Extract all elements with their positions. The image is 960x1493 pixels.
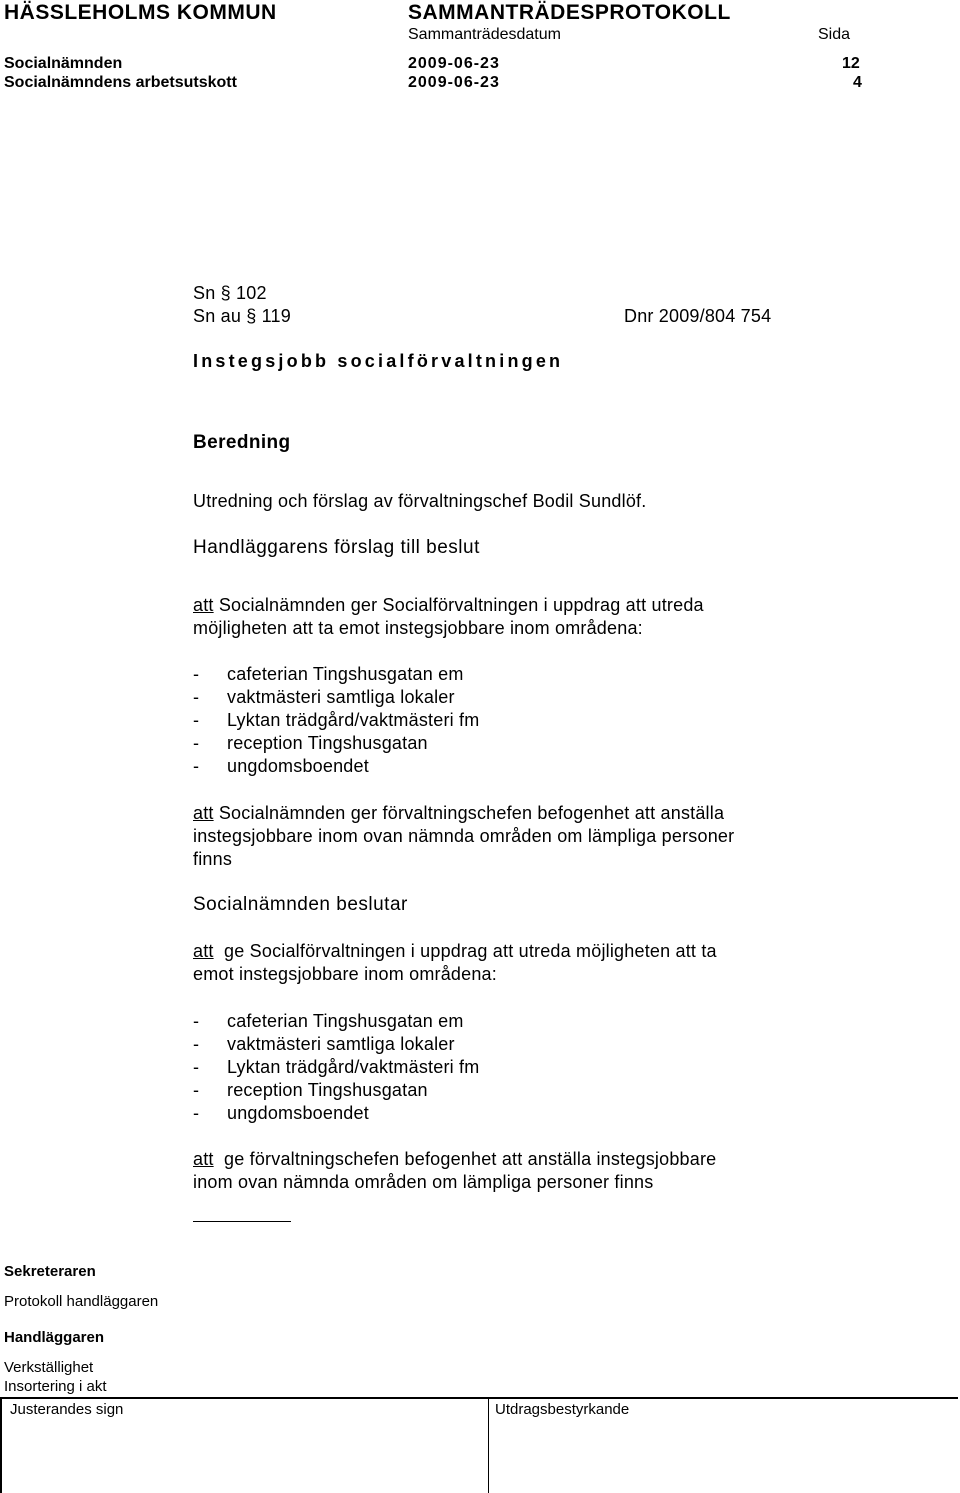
list-item: - reception Tingshusgatan xyxy=(193,1080,428,1100)
signature-box-left xyxy=(0,1397,2,1493)
body-name-1: Socialnämnden xyxy=(4,55,123,72)
list-item: - Lyktan trädgård/vaktmästeri fm xyxy=(193,1057,480,1077)
decision-att2-line1 xyxy=(193,1149,716,1170)
att-word: att xyxy=(193,1149,214,1169)
proposal-heading: Handläggarens förslag till beslut xyxy=(193,537,480,558)
att-word: att xyxy=(193,941,214,961)
att-word: att xyxy=(193,803,214,823)
proposal-att2-line3: finns xyxy=(193,849,233,869)
beredning-text: Utredning och förslag av förvaltningschef Bodil Sundlöf. xyxy=(193,491,647,511)
list-item: - cafeterian Tingshusgatan em xyxy=(193,1011,464,1031)
proposal-att2-line1 xyxy=(193,803,724,824)
municipality-name: HÄSSLEHOLMS KOMMUN xyxy=(4,1,277,24)
list-item: - ungdomsboendet xyxy=(193,756,369,776)
signature-box-divider xyxy=(488,1397,489,1493)
decision-att2-line2: inom ovan nämnda områden om lämpliga personer finns xyxy=(193,1172,654,1192)
att-text: ge förvaltningschefen befogenhet att anställa instegsjobbare xyxy=(213,1149,717,1169)
footer-verkstallighet: Verkställighet xyxy=(4,1359,94,1376)
footer-handlaggaren: Handläggaren xyxy=(4,1329,105,1346)
decision-att1-line2: emot instegsjobbare inom områdena: xyxy=(193,964,497,984)
list-item: - cafeterian Tingshusgatan em xyxy=(193,664,464,684)
utdragsbestyrkande-label: Utdragsbestyrkande xyxy=(495,1401,630,1418)
justerandes-sign-label: Justerandes sign xyxy=(10,1401,124,1418)
att-text: Socialnämnden ger förvaltningschefen befogenhet att anställa xyxy=(213,803,725,823)
meeting-date-1: 2009-06-23 xyxy=(408,55,500,72)
page-number-2: 4 xyxy=(853,74,862,91)
att-text: Socialnämnden ger Socialförvaltningen i uppdrag att utreda xyxy=(213,595,704,615)
decision-heading: Socialnämnden beslutar xyxy=(193,894,408,915)
list-item: - vaktmästeri samtliga lokaler xyxy=(193,687,455,707)
beredning-heading: Beredning xyxy=(193,432,291,453)
signature-box-top xyxy=(0,1397,958,1399)
footer-insortering: Insortering i akt xyxy=(4,1378,107,1395)
diary-number: Dnr 2009/804 754 xyxy=(624,306,772,326)
document-type: SAMMANTRÄDESPROTOKOLL xyxy=(408,1,731,24)
att-word: att xyxy=(193,595,214,615)
page-label: Sida xyxy=(818,26,851,43)
list-item: - Lyktan trädgård/vaktmästeri fm xyxy=(193,710,480,730)
decision-att1-line1 xyxy=(193,941,717,962)
list-item: - reception Tingshusgatan xyxy=(193,733,428,753)
list-item: - ungdomsboendet xyxy=(193,1103,369,1123)
sn-paragraph-ref: Sn § 102 xyxy=(193,283,267,303)
decision-area-list xyxy=(193,1010,479,1125)
footer-sekreteraren: Sekreteraren xyxy=(4,1263,96,1280)
proposal-att1-line2: möjligheten att ta emot instegsjobbare inom områdena: xyxy=(193,618,643,638)
meeting-date-2: 2009-06-23 xyxy=(408,74,500,91)
page-number-1: 12 xyxy=(842,55,860,72)
snau-paragraph-ref: Sn au § 119 xyxy=(193,306,291,326)
proposal-att1-line1 xyxy=(193,595,704,616)
att-text: ge Socialförvaltningen i uppdrag att utreda möjligheten att ta xyxy=(213,941,717,961)
footer-protokoll: Protokoll handläggaren xyxy=(4,1293,159,1310)
case-title: Instegsjobb socialförvaltningen xyxy=(193,351,564,371)
meeting-date-label: Sammanträdesdatum xyxy=(408,26,561,43)
proposal-area-list xyxy=(193,663,479,778)
proposal-att2-line2: instegsjobbare inom ovan nämnda områden om lämpliga personer xyxy=(193,826,735,846)
list-item: - vaktmästeri samtliga lokaler xyxy=(193,1034,455,1054)
closing-rule xyxy=(193,1221,291,1222)
body-name-2: Socialnämndens arbetsutskott xyxy=(4,74,237,91)
